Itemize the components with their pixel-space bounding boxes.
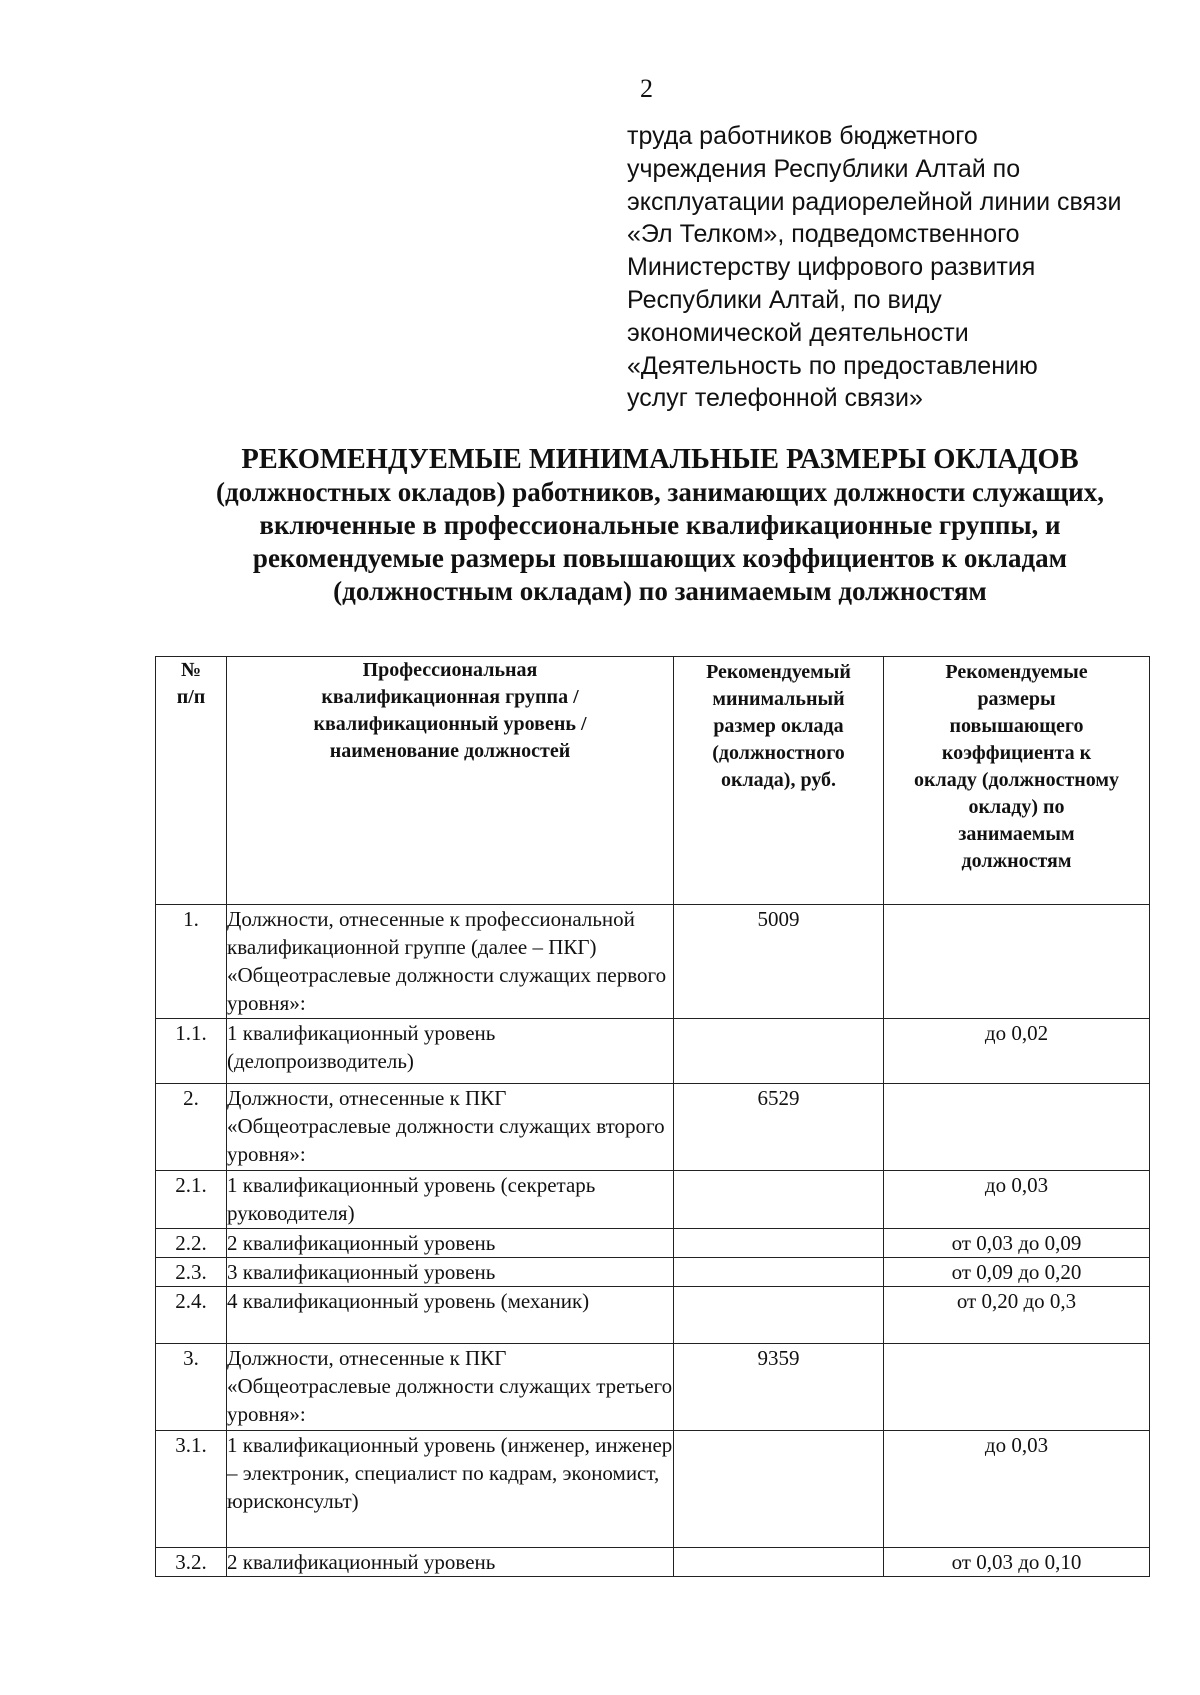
row-salary bbox=[674, 1258, 884, 1287]
header-name: Профессиональная квалификационная группа / квалификационный уровень / наименование должностей bbox=[227, 657, 674, 905]
row-coef: от 0,09 до 0,20 bbox=[884, 1258, 1150, 1287]
header-note-line: учреждения Республики Алтай по bbox=[627, 154, 1021, 183]
row-salary bbox=[674, 1171, 884, 1229]
table-row bbox=[156, 1344, 1150, 1431]
header-note-line: экономической деятельности bbox=[627, 318, 969, 347]
header-note-line: Республики Алтай, по виду bbox=[627, 285, 942, 314]
table-row bbox=[156, 1084, 1150, 1171]
row-name: 1 квалификационный уровень (делопроизводитель) bbox=[227, 1019, 674, 1084]
row-name: 1 квалификационный уровень (инженер, инженер – электроник, специалист по кадрам, экономист, юрисконсульт) bbox=[227, 1431, 674, 1548]
row-coef: от 0,03 до 0,09 bbox=[884, 1229, 1150, 1258]
row-num: 2.2. bbox=[156, 1229, 227, 1258]
row-coef: до 0,02 bbox=[884, 1019, 1150, 1084]
table-row bbox=[156, 1258, 1150, 1287]
header-coef: Рекомендуемые размеры повышающего коэффициента к окладу (должностному окладу) по занимаемым должностям bbox=[884, 657, 1150, 905]
row-coef bbox=[884, 1344, 1150, 1431]
table-row bbox=[156, 905, 1150, 1019]
row-name: 1 квалификационный уровень (секретарь руководителя) bbox=[227, 1171, 674, 1229]
row-coef: от 0,03 до 0,10 bbox=[884, 1548, 1150, 1577]
row-salary: 5009 bbox=[674, 905, 884, 1019]
row-coef bbox=[884, 1084, 1150, 1171]
header-note-line: «Деятельность по предоставлению bbox=[627, 351, 1038, 380]
header-num: № п/п bbox=[156, 657, 227, 905]
row-coef: до 0,03 bbox=[884, 1171, 1150, 1229]
header-salary: Рекомендуемый минимальный размер оклада (должностного оклада), руб. bbox=[674, 657, 884, 905]
row-num: 2.4. bbox=[156, 1287, 227, 1344]
row-salary bbox=[674, 1548, 884, 1577]
row-name: Должности, отнесенные к ПКГ «Общеотраслевые должности служащих третьего уровня»: bbox=[227, 1344, 674, 1431]
row-name: 2 квалификационный уровень bbox=[227, 1548, 674, 1577]
table-row bbox=[156, 1431, 1150, 1548]
row-coef: от 0,20 до 0,3 bbox=[884, 1287, 1150, 1344]
document-title-line: (должностных окладов) работников, занимающих должности служащих, bbox=[215, 477, 1104, 507]
table-row bbox=[156, 1171, 1150, 1229]
document-title-main: РЕКОМЕНДУЕМЫЕ МИНИМАЛЬНЫЕ РАЗМЕРЫ ОКЛАДОВ bbox=[241, 444, 1079, 475]
document-title-line: (должностным окладам) по занимаемым должностям bbox=[333, 576, 987, 606]
table-row bbox=[156, 1019, 1150, 1084]
table-row bbox=[156, 1548, 1150, 1577]
salary-table bbox=[155, 656, 1150, 1577]
row-num: 3.1. bbox=[156, 1431, 227, 1548]
row-salary: 6529 bbox=[674, 1084, 884, 1171]
row-name: Должности, отнесенные к профессиональной квалификационной группе (далее – ПКГ) «Общеотраслевые должности служащих первого уровня»: bbox=[227, 905, 674, 1019]
document-title-line: включенные в профессиональные квалификационные группы, и bbox=[259, 510, 1061, 540]
row-coef bbox=[884, 905, 1150, 1019]
row-name: 2 квалификационный уровень bbox=[227, 1229, 674, 1258]
row-name: 4 квалификационный уровень (механик) bbox=[227, 1287, 674, 1344]
row-num: 1. bbox=[156, 905, 227, 1019]
row-num: 3. bbox=[156, 1344, 227, 1431]
row-num: 1.1. bbox=[156, 1019, 227, 1084]
row-salary bbox=[674, 1229, 884, 1258]
row-salary bbox=[674, 1019, 884, 1084]
header-note-line: эксплуатации радиорелейной линии связи bbox=[627, 187, 1122, 216]
table-row bbox=[156, 1287, 1150, 1344]
table-header-row bbox=[156, 657, 1150, 905]
header-note-line: услуг телефонной связи» bbox=[627, 384, 923, 413]
row-name: Должности, отнесенные к ПКГ «Общеотраслевые должности служащих второго уровня»: bbox=[227, 1084, 674, 1171]
row-num: 2.3. bbox=[156, 1258, 227, 1287]
row-num: 3.2. bbox=[156, 1548, 227, 1577]
header-note-line: «Эл Телком», подведомственного bbox=[627, 220, 1020, 249]
header-note-line: Министерству цифрового развития bbox=[627, 253, 1036, 282]
document-title-line: рекомендуемые размеры повышающих коэффициентов к окладам bbox=[252, 543, 1068, 573]
header-note bbox=[627, 120, 1167, 415]
row-salary bbox=[674, 1431, 884, 1548]
page-number: 2 bbox=[640, 74, 653, 103]
table-row bbox=[156, 1229, 1150, 1258]
row-salary: 9359 bbox=[674, 1344, 884, 1431]
document-title bbox=[120, 443, 1200, 608]
header-note-line: труда работников бюджетного bbox=[627, 122, 978, 150]
row-name: 3 квалификационный уровень bbox=[227, 1258, 674, 1287]
row-num: 2. bbox=[156, 1084, 227, 1171]
row-coef: до 0,03 bbox=[884, 1431, 1150, 1548]
row-salary bbox=[674, 1287, 884, 1344]
row-num: 2.1. bbox=[156, 1171, 227, 1229]
